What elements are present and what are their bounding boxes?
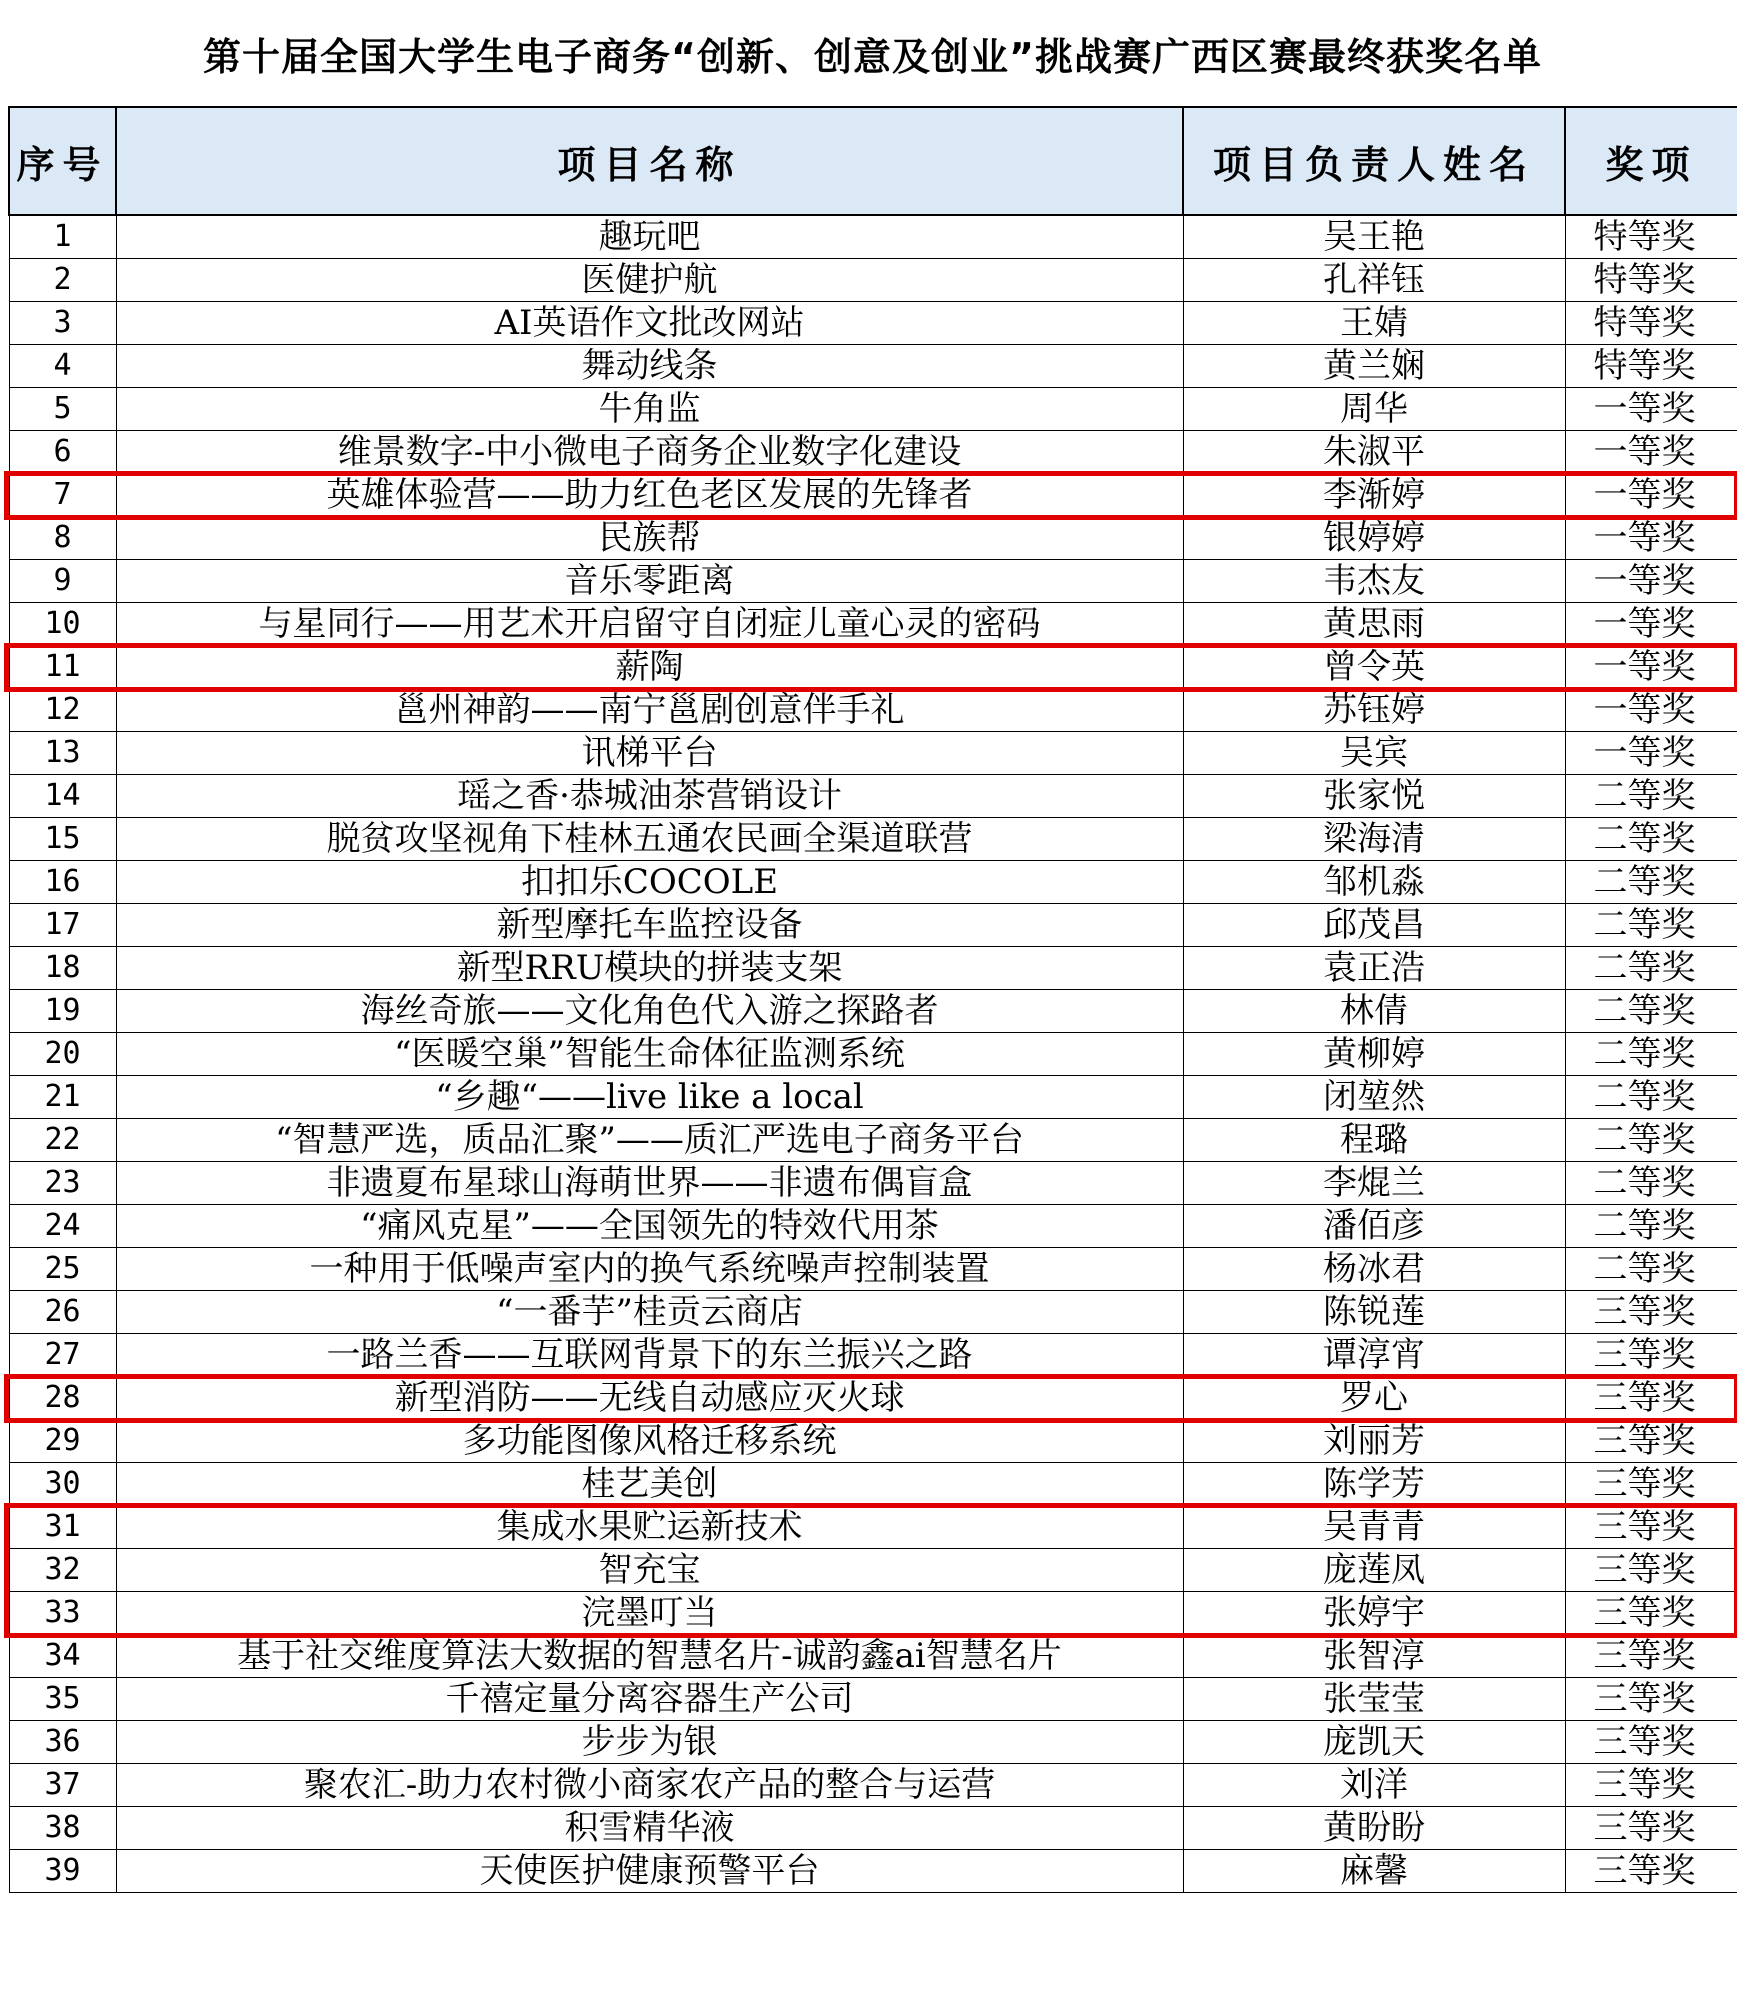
cell-project-name: “乡趣“——live like a local [116,1076,1183,1119]
column-header-project-name: 项目名称 [116,107,1183,215]
cell-leader: 刘洋 [1183,1764,1565,1807]
table-row [9,1076,1737,1119]
cell-no: 30 [9,1463,116,1506]
cell-project-name: 瑶之香·恭城油茶营销设计 [116,775,1183,818]
cell-project-name: 薪陶 [116,646,1183,689]
table-row [9,1248,1737,1291]
table-row [9,990,1737,1033]
cell-project-name: 基于社交维度算法大数据的智慧名片-诚韵鑫ai智慧名片 [116,1635,1183,1678]
cell-award: 二等奖 [1565,1119,1737,1162]
cell-award: 二等奖 [1565,775,1737,818]
cell-award: 三等奖 [1565,1463,1737,1506]
cell-project-name: 医健护航 [116,259,1183,302]
cell-award: 三等奖 [1565,1334,1737,1377]
cell-project-name: 邕州神韵——南宁邕剧创意伴手礼 [116,689,1183,732]
cell-leader: 孔祥钰 [1183,259,1565,302]
cell-award: 一等奖 [1565,517,1737,560]
cell-no: 3 [9,302,116,345]
table-row [9,517,1737,560]
cell-project-name: 音乐零距离 [116,560,1183,603]
cell-award: 三等奖 [1565,1420,1737,1463]
table-header-row [9,107,1737,215]
table-row [9,1291,1737,1334]
cell-project-name: 维景数字-中小微电子商务企业数字化建设 [116,431,1183,474]
table-row [9,215,1737,259]
cell-no: 31 [9,1506,116,1549]
cell-no: 29 [9,1420,116,1463]
cell-project-name: 新型消防——无线自动感应灭火球 [116,1377,1183,1420]
cell-award: 一等奖 [1565,689,1737,732]
cell-project-name: 扣扣乐COCOLE [116,861,1183,904]
cell-no: 33 [9,1592,116,1635]
table-row [9,1119,1737,1162]
table-row [9,259,1737,302]
cell-leader: 林倩 [1183,990,1565,1033]
cell-leader: 程璐 [1183,1119,1565,1162]
cell-project-name: “一番芋”桂贡云商店 [116,1291,1183,1334]
cell-leader: 张莹莹 [1183,1678,1565,1721]
cell-no: 5 [9,388,116,431]
table-row [9,1850,1737,1893]
cell-no: 38 [9,1807,116,1850]
column-header-award: 奖项 [1565,107,1737,215]
cell-project-name: 千禧定量分离容器生产公司 [116,1678,1183,1721]
cell-award: 二等奖 [1565,947,1737,990]
table-row [9,1635,1737,1678]
table-row [9,1678,1737,1721]
cell-leader: 李焜兰 [1183,1162,1565,1205]
cell-leader: 王婧 [1183,302,1565,345]
cell-leader: 吴王艳 [1183,215,1565,259]
table-row [9,904,1737,947]
cell-project-name: 集成水果贮运新技术 [116,1506,1183,1549]
table-row [9,1334,1737,1377]
cell-no: 24 [9,1205,116,1248]
cell-project-name: “医暖空巢”智能生命体征监测系统 [116,1033,1183,1076]
cell-leader: 朱淑平 [1183,431,1565,474]
cell-no: 2 [9,259,116,302]
cell-project-name: 浣墨叮当 [116,1592,1183,1635]
cell-project-name: “痛风克星”——全国领先的特效代用茶 [116,1205,1183,1248]
table-row [9,302,1737,345]
cell-no: 27 [9,1334,116,1377]
cell-project-name: 天使医护健康预警平台 [116,1850,1183,1893]
table-row [9,560,1737,603]
cell-leader: 杨冰君 [1183,1248,1565,1291]
cell-project-name: 趣玩吧 [116,215,1183,259]
cell-project-name: 桂艺美创 [116,1463,1183,1506]
cell-no: 18 [9,947,116,990]
cell-award: 三等奖 [1565,1807,1737,1850]
cell-leader: 黄盼盼 [1183,1807,1565,1850]
cell-project-name: 聚农汇-助力农村微小商家农产品的整合与运营 [116,1764,1183,1807]
cell-leader: 韦杰友 [1183,560,1565,603]
cell-no: 28 [9,1377,116,1420]
table-row [9,861,1737,904]
cell-project-name: 与星同行——用艺术开启留守自闭症儿童心灵的密码 [116,603,1183,646]
cell-no: 39 [9,1850,116,1893]
cell-award: 三等奖 [1565,1850,1737,1893]
cell-leader: 邹机淼 [1183,861,1565,904]
cell-award: 二等奖 [1565,990,1737,1033]
cell-project-name: “智慧严选，质品汇聚”——质汇严选电子商务平台 [116,1119,1183,1162]
cell-project-name: 民族帮 [116,517,1183,560]
column-header-leader: 项目负责人姓名 [1183,107,1565,215]
cell-project-name: 一路兰香——互联网背景下的东兰振兴之路 [116,1334,1183,1377]
table-row [9,1033,1737,1076]
cell-leader: 庞凯天 [1183,1721,1565,1764]
cell-project-name: 步步为银 [116,1721,1183,1764]
cell-award: 二等奖 [1565,1248,1737,1291]
cell-award: 特等奖 [1565,345,1737,388]
cell-no: 25 [9,1248,116,1291]
table-row [9,1549,1737,1592]
cell-leader: 陈锐莲 [1183,1291,1565,1334]
table-row [9,1205,1737,1248]
table-row [9,818,1737,861]
cell-award: 特等奖 [1565,259,1737,302]
award-table [8,106,1737,1893]
cell-no: 16 [9,861,116,904]
cell-project-name: 英雄体验营——助力红色老区发展的先锋者 [116,474,1183,517]
cell-no: 19 [9,990,116,1033]
cell-no: 32 [9,1549,116,1592]
table-row [9,1377,1737,1420]
table-row [9,1592,1737,1635]
cell-leader: 谭淳宵 [1183,1334,1565,1377]
cell-award: 二等奖 [1565,818,1737,861]
cell-no: 7 [9,474,116,517]
table-row [9,732,1737,775]
table-row [9,474,1737,517]
cell-award: 三等奖 [1565,1506,1737,1549]
cell-project-name: 舞动线条 [116,345,1183,388]
column-header-no: 序号 [9,107,116,215]
cell-no: 6 [9,431,116,474]
cell-leader: 张婷宇 [1183,1592,1565,1635]
cell-award: 一等奖 [1565,560,1737,603]
cell-project-name: 一种用于低噪声室内的换气系统噪声控制装置 [116,1248,1183,1291]
cell-award: 二等奖 [1565,1162,1737,1205]
table-row [9,646,1737,689]
cell-leader: 庞莲凤 [1183,1549,1565,1592]
cell-leader: 曾令英 [1183,646,1565,689]
cell-leader: 李渐婷 [1183,474,1565,517]
cell-leader: 黄柳婷 [1183,1033,1565,1076]
cell-leader: 银婷婷 [1183,517,1565,560]
cell-leader: 陈学芳 [1183,1463,1565,1506]
cell-no: 37 [9,1764,116,1807]
cell-leader: 邱茂昌 [1183,904,1565,947]
table-row [9,388,1737,431]
cell-leader: 罗心 [1183,1377,1565,1420]
cell-project-name: 海丝奇旅——文化角色代入游之探路者 [116,990,1183,1033]
table-row [9,1420,1737,1463]
cell-leader: 黄思雨 [1183,603,1565,646]
cell-award: 三等奖 [1565,1721,1737,1764]
cell-leader: 吴青青 [1183,1506,1565,1549]
cell-leader: 苏钰婷 [1183,689,1565,732]
page-title: 第十届全国大学生电子商务“创新、创意及创业”挑战赛广西区赛最终获奖名单 [203,34,1542,79]
cell-no: 21 [9,1076,116,1119]
cell-leader: 潘佰彦 [1183,1205,1565,1248]
cell-leader: 麻馨 [1183,1850,1565,1893]
table-row [9,1162,1737,1205]
cell-award: 三等奖 [1565,1592,1737,1635]
cell-project-name: AI英语作文批改网站 [116,302,1183,345]
table-row [9,1764,1737,1807]
cell-award: 三等奖 [1565,1678,1737,1721]
cell-project-name: 新型RRU模块的拼装支架 [116,947,1183,990]
cell-leader: 梁海清 [1183,818,1565,861]
cell-award: 二等奖 [1565,904,1737,947]
cell-award: 三等奖 [1565,1377,1737,1420]
cell-award: 一等奖 [1565,474,1737,517]
cell-no: 17 [9,904,116,947]
cell-award: 三等奖 [1565,1549,1737,1592]
cell-award: 一等奖 [1565,603,1737,646]
cell-no: 11 [9,646,116,689]
cell-project-name: 牛角监 [116,388,1183,431]
cell-no: 15 [9,818,116,861]
cell-leader: 吴宾 [1183,732,1565,775]
table-row [9,603,1737,646]
cell-project-name: 多功能图像风格迁移系统 [116,1420,1183,1463]
cell-leader: 周华 [1183,388,1565,431]
cell-award: 三等奖 [1565,1764,1737,1807]
cell-project-name: 智充宝 [116,1549,1183,1592]
cell-award: 三等奖 [1565,1635,1737,1678]
cell-award: 一等奖 [1565,388,1737,431]
cell-no: 12 [9,689,116,732]
table-row [9,689,1737,732]
table-row [9,1721,1737,1764]
cell-project-name: 积雪精华液 [116,1807,1183,1850]
cell-award: 特等奖 [1565,302,1737,345]
cell-no: 4 [9,345,116,388]
table-row [9,947,1737,990]
cell-award: 特等奖 [1565,215,1737,259]
cell-no: 1 [9,215,116,259]
table-row [9,775,1737,818]
cell-award: 一等奖 [1565,431,1737,474]
cell-no: 9 [9,560,116,603]
cell-award: 二等奖 [1565,861,1737,904]
cell-no: 23 [9,1162,116,1205]
cell-no: 20 [9,1033,116,1076]
cell-leader: 黄兰娴 [1183,345,1565,388]
cell-leader: 闭堃然 [1183,1076,1565,1119]
cell-project-name: 非遗夏布星球山海萌世界——非遗布偶盲盒 [116,1162,1183,1205]
cell-award: 三等奖 [1565,1291,1737,1334]
cell-no: 36 [9,1721,116,1764]
cell-award: 二等奖 [1565,1076,1737,1119]
cell-award: 二等奖 [1565,1205,1737,1248]
cell-no: 26 [9,1291,116,1334]
cell-award: 一等奖 [1565,646,1737,689]
cell-no: 14 [9,775,116,818]
table-row [9,1463,1737,1506]
cell-leader: 张家悦 [1183,775,1565,818]
cell-leader: 张智淳 [1183,1635,1565,1678]
cell-leader: 袁正浩 [1183,947,1565,990]
table-row [9,431,1737,474]
cell-no: 35 [9,1678,116,1721]
table-row [9,345,1737,388]
cell-award: 一等奖 [1565,732,1737,775]
cell-award: 二等奖 [1565,1033,1737,1076]
cell-project-name: 新型摩托车监控设备 [116,904,1183,947]
table-row [9,1506,1737,1549]
cell-no: 34 [9,1635,116,1678]
table-row [9,1807,1737,1850]
cell-project-name: 讯梯平台 [116,732,1183,775]
cell-no: 22 [9,1119,116,1162]
cell-project-name: 脱贫攻坚视角下桂林五通农民画全渠道联营 [116,818,1183,861]
cell-no: 10 [9,603,116,646]
cell-no: 8 [9,517,116,560]
cell-leader: 刘丽芳 [1183,1420,1565,1463]
cell-no: 13 [9,732,116,775]
